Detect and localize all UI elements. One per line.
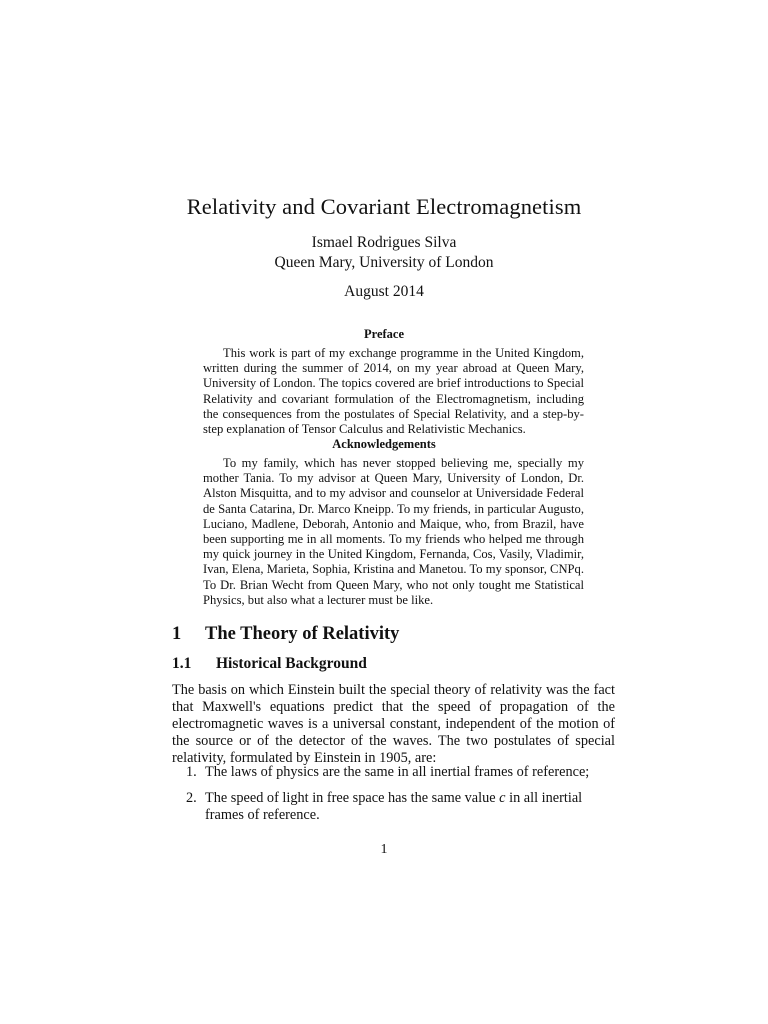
author-affiliation: Queen Mary, University of London xyxy=(274,254,494,271)
acknowledgements-heading: Acknowledgements xyxy=(332,437,436,451)
list-item xyxy=(172,764,615,781)
section-heading xyxy=(172,624,399,645)
list-item-text-after: in all inertial frames of reference. xyxy=(205,790,583,824)
preface-heading: Preface xyxy=(363,327,404,341)
list-marker: 1. xyxy=(186,764,197,780)
section-title: The Theory of Relativity xyxy=(205,624,400,644)
list-item-text-before: The speed of light in free space has the same value xyxy=(205,790,500,807)
subsection-heading xyxy=(172,655,367,673)
author-name: Ismael Rodrigues Silva xyxy=(311,234,457,251)
subsection-title: Historical Background xyxy=(216,655,367,672)
list-marker: 2. xyxy=(186,790,197,807)
list-item xyxy=(172,790,615,824)
body-paragraph: The basis on which Einstein built the special theory of relativity was the fact that Maxwell's equations predict that the speed of propagation of the electromagnetic waves is a universal constant, independent of the motion of the source or of the detector of the waves. The two postulates of special relativity, formulated by Einstein in 1905, are: xyxy=(172,682,615,767)
list-item-text: The laws of physics are the same in all inertial frames of reference; xyxy=(205,764,590,780)
subsection-number: 1.1 xyxy=(172,655,192,672)
paper-date: August 2014 xyxy=(344,283,424,300)
paper-title: Relativity and Covariant Electromagnetism xyxy=(186,194,582,219)
acknowledgements-text: To my family, which has never stopped believing me, specially my mother Tania. To my advisor at Queen Mary, University of London, Dr. Alston Misquitta, and to my advisor and counselor at Universidade Federal de Santa Catarina, Dr. Marco Kneipp. To my friends, in particular Augusto, Luciano, Madlene, Deborah, Antonio and Maique, who, from Brazil, have been supporting me in all moments. To my friends who helped me through my quick journey in the United Kingdom, Fernanda, Cos, Vasily, Vladimir, Ivan, Elena, Marieta, Sophia, Kristina and Manetou. To my sponsor, CNPq. To Dr. Brian Wecht from Queen Mary, who not only tought me Statistical Physics, but also what a lecturer must be like. xyxy=(203,456,584,607)
page-number: 1 xyxy=(380,842,388,857)
preface-text: This work is part of my exchange programme in the United Kingdom, written during the summer of 2014, on my year abroad at Queen Mary, University of London. The topics covered are brief introductions to Special Relativity and covariant formulation of the Electromagnetism, including the consequences from the postulates of Special Relativity, and a step-by-step explanation of Tensor Calculus and Relativistic Mechanics. xyxy=(203,346,584,437)
postulates-list xyxy=(172,764,615,833)
section-number: 1 xyxy=(172,624,182,644)
speed-of-light-symbol: c xyxy=(499,790,506,807)
